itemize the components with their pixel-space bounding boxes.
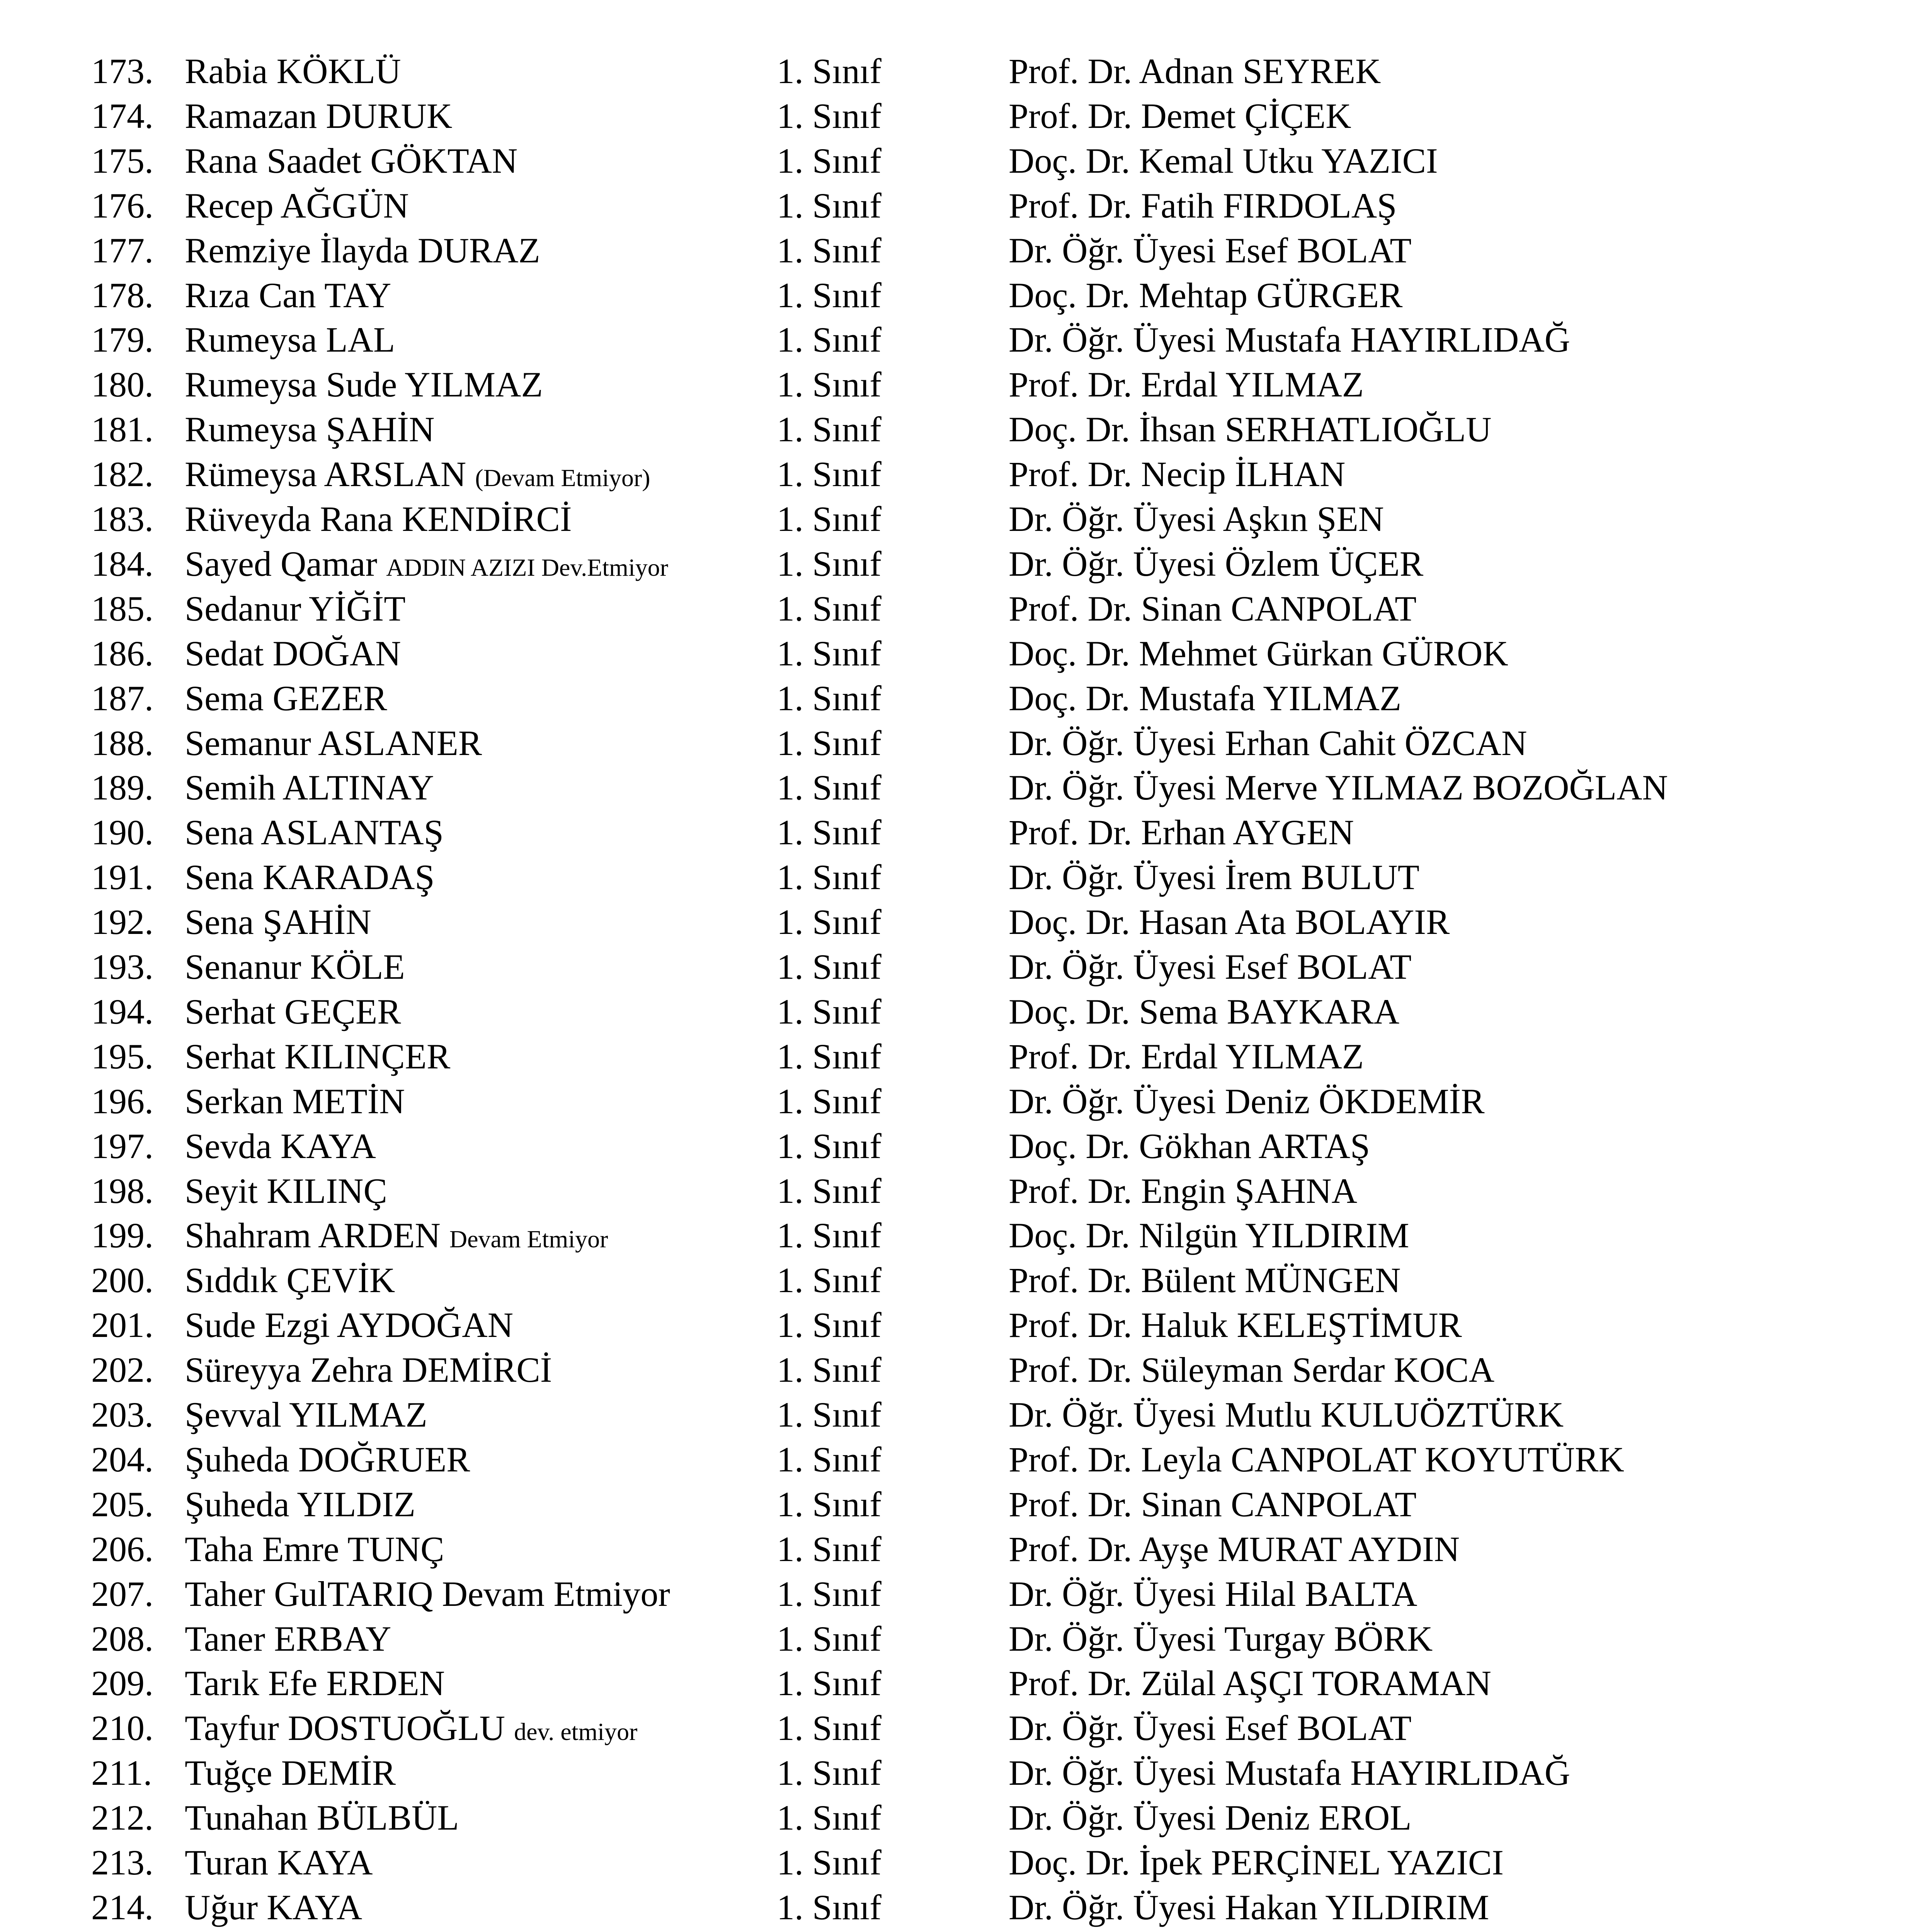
class-level: 1. Sınıf	[777, 1484, 881, 1524]
class-level: 1. Sınıf	[777, 320, 881, 360]
list-row	[0, 1616, 1916, 1661]
student-name: Tunahan BÜLBÜL	[185, 1798, 459, 1838]
list-row	[0, 1885, 1916, 1930]
class-level: 1. Sınıf	[777, 1663, 881, 1703]
advisor-name: Dr. Öğr. Üyesi Hilal BALTA	[1009, 1574, 1417, 1614]
list-row	[0, 497, 1916, 541]
row-number: 193.	[91, 947, 153, 986]
advisor-name: Doç. Dr. Mehmet Gürkan GÜROK	[1009, 633, 1508, 673]
class-level: 1. Sınıf	[777, 410, 881, 449]
student-name-cell	[185, 631, 401, 676]
advisor-name: Dr. Öğr. Üyesi Esef BOLAT	[1009, 947, 1412, 986]
student-name-cell	[185, 317, 395, 362]
advisor-name: Prof. Dr. Zülal AŞÇI TORAMAN	[1009, 1663, 1491, 1703]
row-number	[91, 1930, 172, 1932]
list-row	[0, 1795, 1916, 1840]
student-name-cell	[185, 1527, 444, 1571]
student-name: Shahram ARDEN	[185, 1216, 441, 1255]
advisor-name: Doç. Dr. Hasan Ata BOLAYIR	[1009, 902, 1450, 942]
student-name-cell	[185, 1571, 670, 1616]
student-name: Rumeysa Sude YILMAZ	[185, 365, 543, 405]
student-name-cell	[185, 1258, 395, 1303]
student-name-cell	[185, 49, 401, 94]
class-level: 1. Sınıf	[777, 275, 881, 315]
advisor-name: Prof. Dr. Ayşe MURAT AYDIN	[1009, 1529, 1460, 1569]
class-level: 1. Sınıf	[777, 51, 881, 91]
advisor-name: Dr. Öğr. Üyesi Özlem ÜÇER	[1009, 544, 1424, 583]
class-level: 1. Sınıf	[777, 1574, 881, 1614]
list-row	[0, 1750, 1916, 1795]
list-row	[0, 855, 1916, 900]
advisor-name: Prof. Dr. Erdal YILMAZ	[1009, 365, 1364, 405]
class-level: 1. Sınıf	[777, 633, 881, 673]
row-number: 205.	[91, 1484, 153, 1524]
class-level: 1. Sınıf	[777, 544, 881, 583]
row-number: 207.	[91, 1574, 153, 1614]
class-level: 1. Sınıf	[777, 1036, 881, 1076]
list-row	[0, 541, 1916, 586]
list-row	[0, 1571, 1916, 1616]
row-number: 214.	[91, 1887, 153, 1927]
class-level: 1. Sınıf	[777, 230, 881, 270]
row-number: 182.	[91, 454, 153, 494]
advisor-name: Dr. Öğr. Üyesi Erhan Cahit ÖZCAN	[1009, 723, 1527, 763]
advisor-name: Prof. Dr. Sinan CANPOLAT	[1009, 1484, 1417, 1524]
class-level: 1. Sınıf	[777, 588, 881, 628]
class-level: 1. Sınıf	[777, 947, 881, 986]
class-level: 1. Sınıf	[777, 1260, 881, 1300]
student-name: Sena ASLANTAŞ	[185, 813, 444, 852]
student-name-cell	[185, 721, 482, 765]
list-row	[0, 138, 1916, 183]
advisor-name: Prof. Dr. Fatih FIRDOLAŞ	[1009, 185, 1397, 225]
list-row	[0, 721, 1916, 765]
advisor-name: Prof. Dr. Demet ÇİÇEK	[1009, 96, 1351, 136]
student-name: Tayfur DOSTUOĞLU	[185, 1708, 505, 1748]
student-name-cell	[185, 855, 435, 900]
list-row	[0, 1168, 1916, 1213]
student-name: Sema GEZER	[185, 678, 387, 718]
row-number: 177.	[91, 230, 153, 270]
list-row	[0, 1124, 1916, 1168]
student-name-cell	[185, 138, 517, 183]
row-number: 209.	[91, 1663, 153, 1703]
advisor-name: Doç. Dr. Sema BAYKARA	[1009, 992, 1400, 1031]
student-name-cell	[185, 1930, 377, 1932]
row-number: 187.	[91, 678, 153, 718]
student-name-cell	[185, 1750, 396, 1795]
student-name-cell	[185, 765, 434, 810]
student-name-cell	[185, 676, 387, 721]
class-level: 1. Sınıf	[777, 1753, 881, 1793]
student-name: Rumeysa ŞAHİN	[185, 410, 435, 449]
student-name-cell	[185, 1213, 608, 1262]
row-number: 211.	[91, 1753, 152, 1793]
student-name-cell	[185, 1885, 362, 1930]
row-number: 213.	[91, 1843, 153, 1882]
student-name-cell	[185, 183, 409, 228]
class-level: 1. Sınıf	[777, 723, 881, 763]
student-name-cell	[185, 1706, 637, 1754]
class-level: 1. Sınıf	[777, 902, 881, 942]
student-name-cell	[185, 989, 401, 1034]
advisor-name: Dr. Öğr. Üyesi Esef BOLAT	[1009, 1708, 1412, 1748]
advisor-name: Doç. Dr. İhsan SERHATLIOĞLU	[1009, 410, 1492, 449]
student-name-cell	[185, 1079, 405, 1124]
advisor-name: Prof. Dr. Süleyman Serdar KOCA	[1009, 1350, 1495, 1390]
student-name-cell	[185, 1661, 445, 1706]
list-row	[0, 944, 1916, 989]
list-row	[0, 1303, 1916, 1347]
advisor-name: Dr. Öğr. Üyesi Aşkın ŞEN	[1009, 499, 1384, 539]
list-row	[0, 810, 1916, 855]
advisor-name: Prof. Dr. Erdal YILMAZ	[1009, 1036, 1364, 1076]
list-row	[0, 362, 1916, 407]
row-number: 175.	[91, 141, 153, 180]
student-name-cell	[185, 1124, 376, 1168]
student-name: Ramazan DURUK	[185, 96, 453, 136]
row-number: 197.	[91, 1126, 153, 1166]
student-name-cell	[185, 900, 371, 944]
student-name-cell	[185, 407, 435, 452]
row-number: 199.	[91, 1216, 153, 1255]
student-name: Sedanur YİĞİT	[185, 588, 406, 628]
list-row	[0, 989, 1916, 1034]
class-level: 1. Sınıf	[777, 1081, 881, 1121]
advisor-name: Prof. Dr. Engin ŞAHNA	[1009, 1171, 1358, 1211]
advisor-name: Doç. Dr. Mustafa YILMAZ	[1009, 678, 1402, 718]
student-name-cell	[185, 94, 452, 138]
student-name: Rümeysa ARSLAN	[185, 454, 466, 494]
row-number: 201.	[91, 1305, 153, 1345]
class-level: 1. Sınıf	[777, 1619, 881, 1658]
advisor-name	[1009, 1930, 1475, 1932]
row-number: 212.	[91, 1798, 153, 1838]
student-name-cell	[185, 1034, 450, 1079]
advisor-name: Dr. Öğr. Üyesi Deniz EROL	[1009, 1798, 1412, 1838]
list-row	[0, 765, 1916, 810]
student-name-cell	[185, 228, 540, 273]
row-number: 179.	[91, 320, 153, 360]
row-number: 174.	[91, 96, 153, 136]
student-name-cell	[185, 1840, 373, 1885]
student-name: Şevval YILMAZ	[185, 1395, 427, 1434]
row-number: 188.	[91, 723, 153, 763]
student-name-cell	[185, 497, 572, 541]
row-number: 185.	[91, 588, 153, 628]
row-number: 191.	[91, 857, 153, 897]
row-number: 208.	[91, 1619, 153, 1658]
advisor-name: Prof. Dr. Leyla CANPOLAT KOYUTÜRK	[1009, 1439, 1624, 1479]
class-level: 1. Sınıf	[777, 1171, 881, 1211]
class-level: 1. Sınıf	[777, 1439, 881, 1479]
class-level: 1. Sınıf	[777, 1887, 881, 1927]
student-name: Serhat KILINÇER	[185, 1036, 451, 1076]
list-row	[0, 407, 1916, 452]
row-number: 181.	[91, 410, 153, 449]
row-number: 196.	[91, 1081, 153, 1121]
class-level: 1. Sınıf	[777, 1126, 881, 1166]
class-level: 1. Sınıf	[777, 1529, 881, 1569]
student-name: Serkan METİN	[185, 1081, 405, 1121]
class-level: 1. Sınıf	[777, 454, 881, 494]
student-name: Şuheda DOĞRUER	[185, 1439, 470, 1479]
student-name: Recep AĞGÜN	[185, 185, 409, 225]
row-number: 184.	[91, 544, 153, 583]
enrollment-note: Devam Etmiyor	[449, 1225, 608, 1253]
advisor-name: Prof. Dr. Bülent MÜNGEN	[1009, 1260, 1401, 1300]
row-number: 194.	[91, 992, 153, 1031]
student-name-cell	[185, 541, 668, 590]
class-level: 1. Sınıf	[777, 768, 881, 808]
student-name: Semanur ASLANER	[185, 723, 482, 763]
student-name: Sena ŞAHİN	[185, 902, 371, 942]
student-name: Senanur KÖLE	[185, 947, 405, 986]
student-name-cell	[185, 362, 543, 407]
list-row	[0, 1930, 1916, 1932]
class-level: 1. Sınıf	[777, 1216, 881, 1255]
advisor-name: Dr. Öğr. Üyesi Mustafa HAYIRLIDAĞ	[1009, 1753, 1571, 1793]
list-row	[0, 1661, 1916, 1706]
list-row	[0, 1079, 1916, 1124]
advisor-name: Dr. Öğr. Üyesi Esef BOLAT	[1009, 230, 1412, 270]
class-level	[777, 1930, 881, 1932]
class-level: 1. Sınıf	[777, 1305, 881, 1345]
class-level: 1. Sınıf	[777, 857, 881, 897]
list-row	[0, 94, 1916, 138]
enrollment-note: (Devam Etmiyor)	[475, 464, 650, 492]
student-name-cell	[185, 1437, 470, 1482]
row-number: 189.	[91, 768, 153, 808]
list-row	[0, 1258, 1916, 1303]
list-row	[0, 1437, 1916, 1482]
student-name: Serhat GEÇER	[185, 992, 401, 1031]
row-number: 203.	[91, 1395, 153, 1434]
advisor-name: Doç. Dr. İpek PERÇİNEL YAZICI	[1009, 1843, 1504, 1882]
list-row	[0, 1392, 1916, 1437]
advisor-name: Prof. Dr. Erhan AYGEN	[1009, 813, 1354, 852]
list-row	[0, 900, 1916, 944]
student-name: Rana Saadet GÖKTAN	[185, 141, 518, 180]
class-level: 1. Sınıf	[777, 813, 881, 852]
list-row	[0, 586, 1916, 631]
row-number: 198.	[91, 1171, 153, 1211]
advisor-name: Prof. Dr. Necip İLHAN	[1009, 454, 1346, 494]
list-row	[0, 317, 1916, 362]
row-number: 183.	[91, 499, 153, 539]
class-level: 1. Sınıf	[777, 1395, 881, 1434]
advisor-name: Prof. Dr. Sinan CANPOLAT	[1009, 588, 1417, 628]
class-level: 1. Sınıf	[777, 1843, 881, 1882]
student-name-cell	[185, 452, 650, 500]
row-number: 195.	[91, 1036, 153, 1076]
student-name-cell	[185, 1392, 427, 1437]
list-row	[0, 676, 1916, 721]
row-number: 204.	[91, 1439, 153, 1479]
advisor-name: Prof. Dr. Adnan SEYREK	[1009, 51, 1381, 91]
student-name-cell	[185, 944, 405, 989]
list-row	[0, 1213, 1916, 1258]
list-row	[0, 631, 1916, 676]
student-name: Seyit KILINÇ	[185, 1171, 387, 1211]
student-name: Rıza Can TAY	[185, 275, 391, 315]
row-number: 180.	[91, 365, 153, 405]
list-row	[0, 1482, 1916, 1527]
class-level: 1. Sınıf	[777, 96, 881, 136]
advisor-name: Dr. Öğr. Üyesi Mutlu KULUÖZTÜRK	[1009, 1395, 1564, 1434]
student-name: Taher GulTARIQ Devam Etmiyor	[185, 1574, 670, 1614]
advisor-name: Dr. Öğr. Üyesi Merve YILMAZ BOZOĞLAN	[1009, 768, 1668, 808]
student-name: Remziye İlayda DURAZ	[185, 230, 540, 270]
row-number: 206.	[91, 1529, 153, 1569]
row-number: 192.	[91, 902, 153, 942]
advisor-name: Doç. Dr. Nilgün YILDIRIM	[1009, 1216, 1409, 1255]
list-row	[0, 228, 1916, 273]
advisor-name: Dr. Öğr. Üyesi Deniz ÖKDEMİR	[1009, 1081, 1485, 1121]
student-name: Sena KARADAŞ	[185, 857, 435, 897]
advisor-name: Prof. Dr. Haluk KELEŞTİMUR	[1009, 1305, 1462, 1345]
advisor-name: Dr. Öğr. Üyesi Turgay BÖRK	[1009, 1619, 1433, 1658]
student-name: Şuheda YILDIZ	[185, 1484, 415, 1524]
student-name: Semih ALTINAY	[185, 768, 434, 808]
student-name: Taner ERBAY	[185, 1619, 391, 1658]
class-level: 1. Sınıf	[777, 185, 881, 225]
student-name-cell	[185, 1795, 459, 1840]
student-name: Tarık Efe ERDEN	[185, 1663, 445, 1703]
student-name: Rabia KÖKLÜ	[185, 51, 401, 91]
student-name-cell	[185, 1616, 391, 1661]
class-level: 1. Sınıf	[777, 1350, 881, 1390]
class-level: 1. Sınıf	[777, 1708, 881, 1748]
advisor-name: Dr. Öğr. Üyesi İrem BULUT	[1009, 857, 1419, 897]
student-name: Uğur KAYA	[185, 1887, 362, 1927]
row-number: 186.	[91, 633, 153, 673]
list-row	[0, 1347, 1916, 1392]
enrollment-note: ADDIN AZIZI Dev.Etmiyor	[386, 553, 669, 581]
list-row	[0, 1527, 1916, 1571]
student-name-cell	[185, 810, 444, 855]
row-number: 200.	[91, 1260, 153, 1300]
row-number: 210.	[91, 1708, 153, 1748]
class-level: 1. Sınıf	[777, 1798, 881, 1838]
student-name: Sıddık ÇEVİK	[185, 1260, 395, 1300]
advisor-name: Doç. Dr. Mehtap GÜRGER	[1009, 275, 1403, 315]
row-number: 190.	[91, 813, 153, 852]
row-number: 178.	[91, 275, 153, 315]
row-number: 173.	[91, 51, 153, 91]
student-name: Sedat DOĞAN	[185, 633, 401, 673]
advisor-name: Dr. Öğr. Üyesi Mustafa HAYIRLIDAĞ	[1009, 320, 1571, 360]
enrollment-note: dev. etmiyor	[514, 1718, 638, 1746]
advisor-name: Doç. Dr. Kemal Utku YAZICI	[1009, 141, 1438, 180]
class-level: 1. Sınıf	[777, 992, 881, 1031]
advisor-name: Dr. Öğr. Üyesi Hakan YILDIRIM	[1009, 1887, 1489, 1927]
student-name-cell	[185, 1303, 513, 1347]
class-level: 1. Sınıf	[777, 365, 881, 405]
advisor-name: Doç. Dr. Gökhan ARTAŞ	[1009, 1126, 1370, 1166]
student-name-cell	[185, 1168, 387, 1213]
student-name: Sayed Qamar	[185, 544, 378, 583]
student-name-cell	[185, 273, 391, 318]
class-level: 1. Sınıf	[777, 499, 881, 539]
student-name-cell	[185, 586, 405, 631]
list-row	[0, 1840, 1916, 1885]
student-name-cell	[185, 1482, 415, 1527]
list-row	[0, 273, 1916, 318]
student-name: Taha Emre TUNÇ	[185, 1529, 444, 1569]
row-number: 202.	[91, 1350, 153, 1390]
list-row	[0, 49, 1916, 94]
list-row	[0, 1706, 1916, 1750]
list-row	[0, 452, 1916, 497]
list-row	[0, 183, 1916, 228]
student-name: Sude Ezgi AYDOĞAN	[185, 1305, 514, 1345]
row-number: 176.	[91, 185, 153, 225]
class-level: 1. Sınıf	[777, 678, 881, 718]
class-level: 1. Sınıf	[777, 141, 881, 180]
student-name-cell	[185, 1347, 552, 1392]
student-name: Tuğçe DEMİR	[185, 1753, 396, 1793]
student-name: Turan KAYA	[185, 1843, 373, 1882]
student-name: Süreyya Zehra DEMİRCİ	[185, 1350, 552, 1390]
student-name: Rüveyda Rana KENDİRCİ	[185, 499, 572, 539]
student-name: Rumeysa LAL	[185, 320, 395, 360]
list-row	[0, 1034, 1916, 1079]
student-name: Sevda KAYA	[185, 1126, 376, 1166]
